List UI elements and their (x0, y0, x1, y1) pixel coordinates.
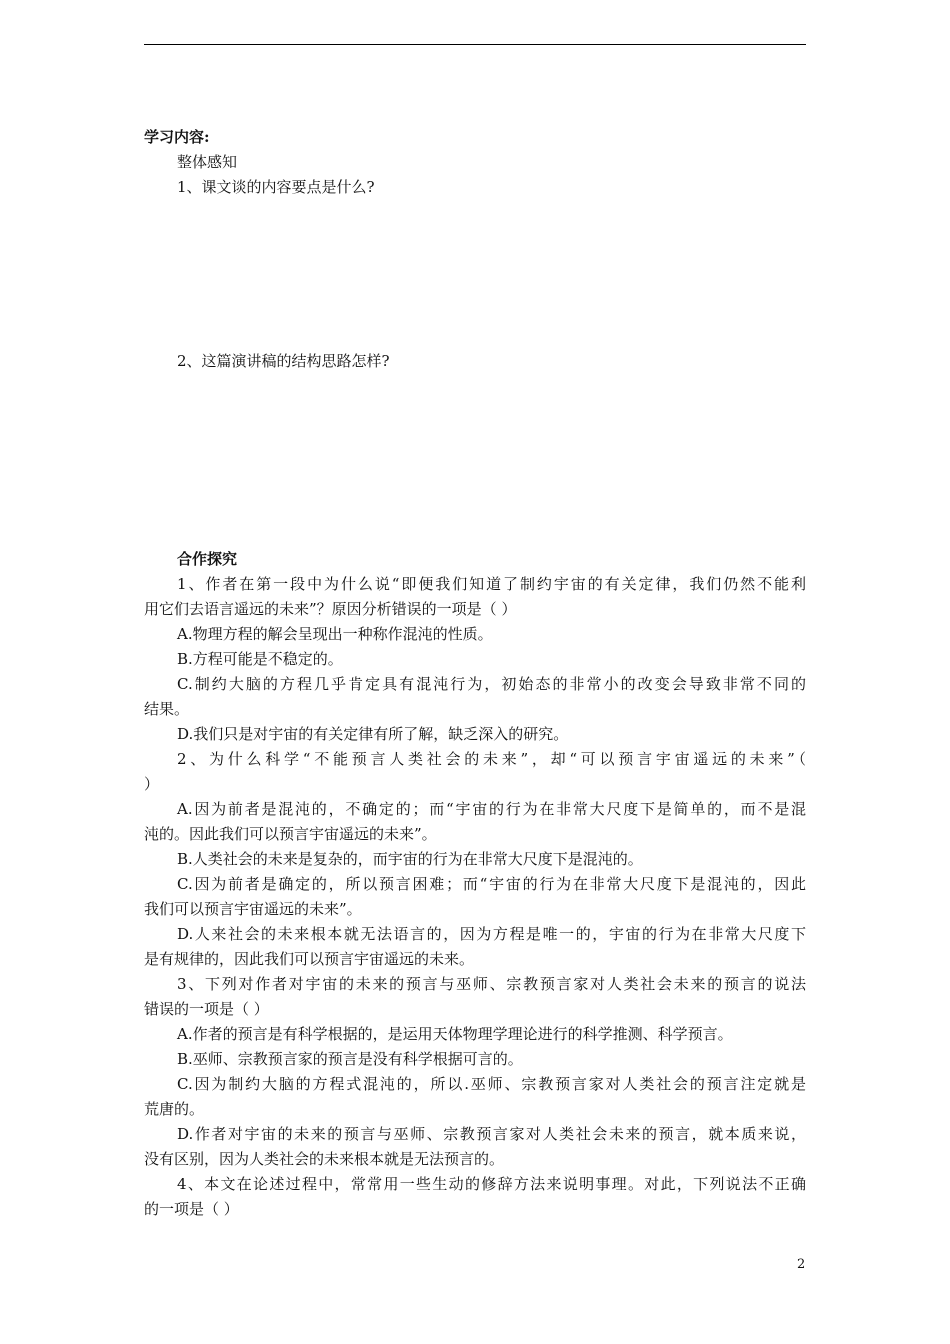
question-2: 2、这篇演讲稿的结构思路怎样? (177, 352, 390, 370)
item-2-option-c-line-2: 我们可以预言宇宙遥远的未来”。 (144, 900, 362, 918)
cooperative-inquiry-heading: 合作探究 (177, 550, 238, 568)
item-3-option-d-line-2: 没有区别，因为人类社会的未来根本就是无法预言的。 (144, 1150, 505, 1168)
header-rule (144, 44, 806, 45)
item-4-line-1: 4、本文在论述过程中，常常用一些生动的修辞方法来说明事理。对此，下列说法不正确 (177, 1175, 806, 1193)
item-1-line-2: 用它们去语言遥远的未来”？原因分析错误的一项是（ ） (144, 600, 517, 618)
item-1-option-c-line-1: C.制约大脑的方程几乎肯定具有混沌行为，初始态的非常小的改变会导致非常不同的 (177, 675, 806, 693)
item-1-option-a: A.物理方程的解会呈现出一种称作混沌的性质。 (177, 625, 493, 643)
item-2-line-1: 2、为什么科学“不能预言人类社会的未来”，却“可以预言宇宙遥远的未来”（ (177, 750, 806, 768)
item-2-option-c-line-1: C.因为前者是确定的，所以预言困难；而“宇宙的行为在非常大尺度下是混沌的，因此 (177, 875, 806, 893)
item-3-option-d-line-1: D.作者对宇宙的未来的预言与巫师、宗教预言家对人类社会未来的预言，就本质来说， (177, 1125, 806, 1143)
item-4-line-2: 的一项是（ ） (144, 1200, 239, 1218)
overall-perception-heading: 整体感知 (177, 153, 238, 171)
item-1-option-d: D.我们只是对宇宙的有关定律有所了解，缺乏深入的研究。 (177, 725, 569, 743)
item-2-option-a-line-1: A.因为前者是混沌的，不确定的；而“宇宙的行为在非常大尺度下是简单的，而不是混 (177, 800, 806, 818)
item-3-line-2: 错误的一项是（ ） (144, 1000, 269, 1018)
item-1-option-c-line-2: 结果。 (144, 700, 190, 718)
item-3-option-c-line-2: 荒唐的。 (144, 1100, 205, 1118)
item-1-option-b: B.方程可能是不稳定的。 (177, 650, 343, 668)
item-2-option-a-line-2: 沌的。因此我们可以预言宇宙遥远的未来”。 (144, 825, 437, 843)
item-3-option-c-line-1: C.因为制约大脑的方程式混沌的，所以.巫师、宗教预言家对人类社会的预言注定就是 (177, 1075, 806, 1093)
item-3-option-a: A.作者的预言是有科学根据的，是运用天体物理学理论进行的科学推测、科学预言。 (177, 1025, 733, 1043)
item-3-line-1: 3、下列对作者对宇宙的未来的预言与巫师、宗教预言家对人类社会未来的预言的说法 (177, 975, 806, 993)
item-1-line-1: 1、作者在第一段中为什么说“即便我们知道了制约宇宙的有关定律，我们仍然不能利 (177, 575, 806, 593)
question-1: 1、课文谈的内容要点是什么? (177, 178, 375, 196)
study-content-title: 学习内容: (144, 128, 210, 146)
item-3-option-b: B.巫师、宗教预言家的预言是没有科学根据可言的。 (177, 1050, 523, 1068)
item-2-option-d-line-1: D.人来社会的未来根本就无法语言的，因为方程是唯一的，宇宙的行为在非常大尺度下 (177, 925, 806, 943)
page-number: 2 (797, 1257, 806, 1272)
item-2-line-2: ） (144, 775, 160, 793)
item-2-option-d-line-2: 是有规律的，因此我们可以预言宇宙遥远的未来。 (144, 950, 475, 968)
item-2-option-b: B.人类社会的未来是复杂的，而宇宙的行为在非常大尺度下是混沌的。 (177, 850, 643, 868)
